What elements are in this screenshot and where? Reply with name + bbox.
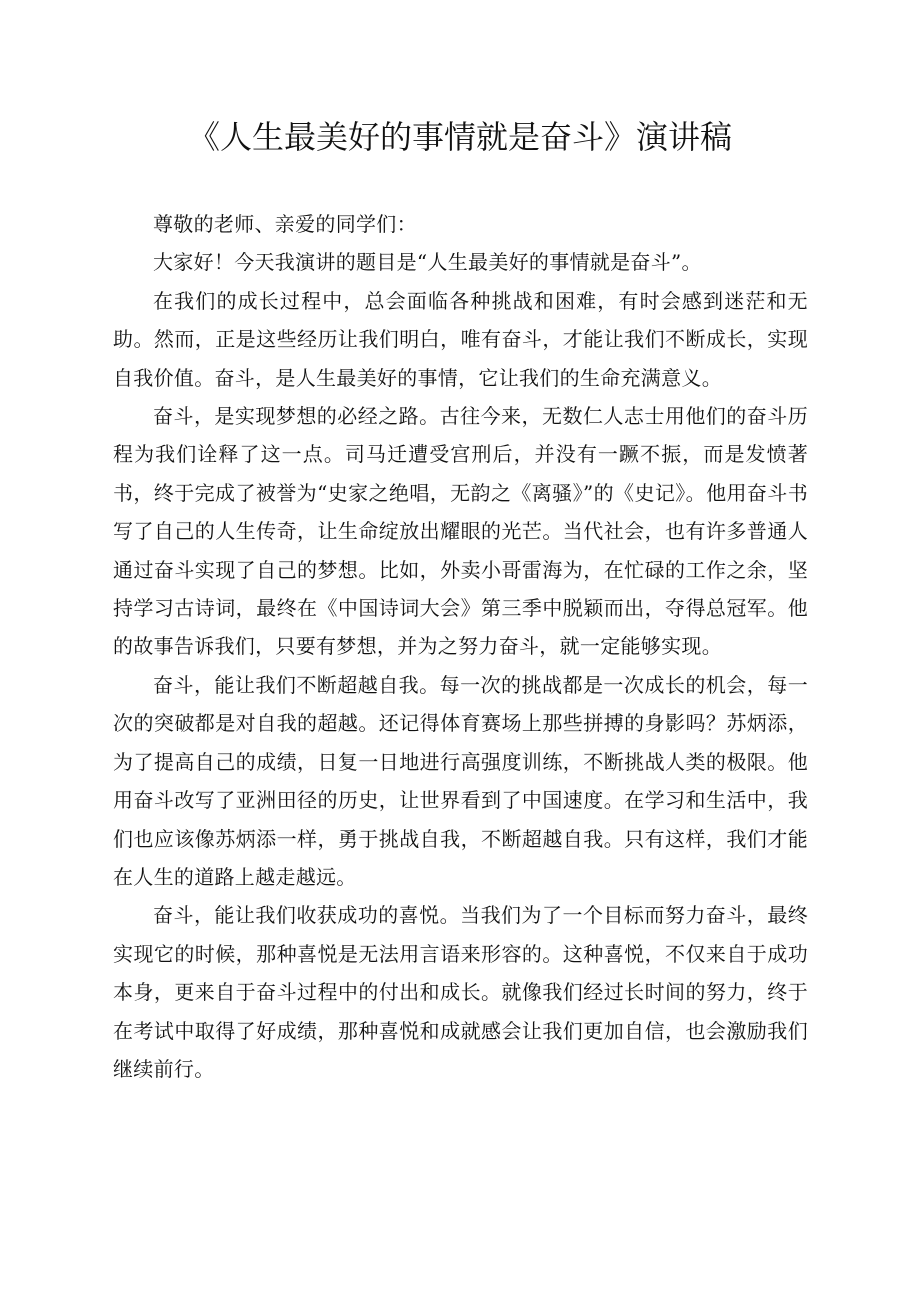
speech-body	[113, 205, 808, 1088]
dream-paragraph: 奋斗，是实现梦想的必经之路。古往今来，无数仁人志士用他们的奋斗历程为我们诠释了这一点。司马迁遭受宫刑后，并没有一蹶不振，而是发愤著书，终于完成了被誉为“史家之绝唱，无韵之《离骚》”的《史记》。他用奋斗书写了自己的人生传奇，让生命绽放出耀眼的光芒。当代社会，也有许多普通人通过奋斗实现了自己的梦想。比如，外卖小哥雷海为，在忙碌的工作之余，坚持学习古诗词，最终在《中国诗词大会》第三季中脱颖而出，夺得总冠军。他的故事告诉我们，只要有梦想，并为之努力奋斗，就一定能够实现。	[113, 404, 808, 659]
self-surpass-paragraph: 奋斗，能让我们不断超越自我。每一次的挑战都是一次成长的机会，每一次的突破都是对自我的超越。还记得体育赛场上那些拼搏的身影吗？苏炳添，为了提高自己的成绩，日复一日地进行高强度训练，不断挑战人类的极限。他用奋斗改写了亚洲田径的历史，让世界看到了中国速度。在学习和生活中，我们也应该像苏炳添一样，勇于挑战自我，不断超越自我。只有这样，我们才能在人生的道路上越走越远。	[113, 672, 808, 889]
document-title: 《人生最美好的事情就是奋斗》演讲稿	[187, 118, 732, 156]
success-joy-paragraph: 奋斗，能让我们收获成功的喜悦。当我们为了一个目标而努力奋斗，最终实现它的时候，那种喜悦是无法用言语来形容的。这种喜悦，不仅来自于成功本身，更来自于奋斗过程中的付出和成长。就像我们经过长时间的努力，终于在考试中取得了好成绩，那种喜悦和成就感会让我们更加自信，也会激励我们继续前行。	[113, 903, 808, 1081]
salutation-paragraph: 尊敬的老师、亲爱的同学们：	[153, 212, 417, 236]
intro-paragraph: 在我们的成长过程中，总会面临各种挑战和困难，有时会感到迷茫和无助。然而，正是这些经历让我们明白，唯有奋斗，才能让我们不断成长，实现自我价值。奋斗，是人生最美好的事情，它让我们的生命充满意义。	[113, 288, 808, 390]
greeting-paragraph: 大家好！今天我演讲的题目是“人生最美好的事情就是奋斗”。	[153, 250, 702, 275]
